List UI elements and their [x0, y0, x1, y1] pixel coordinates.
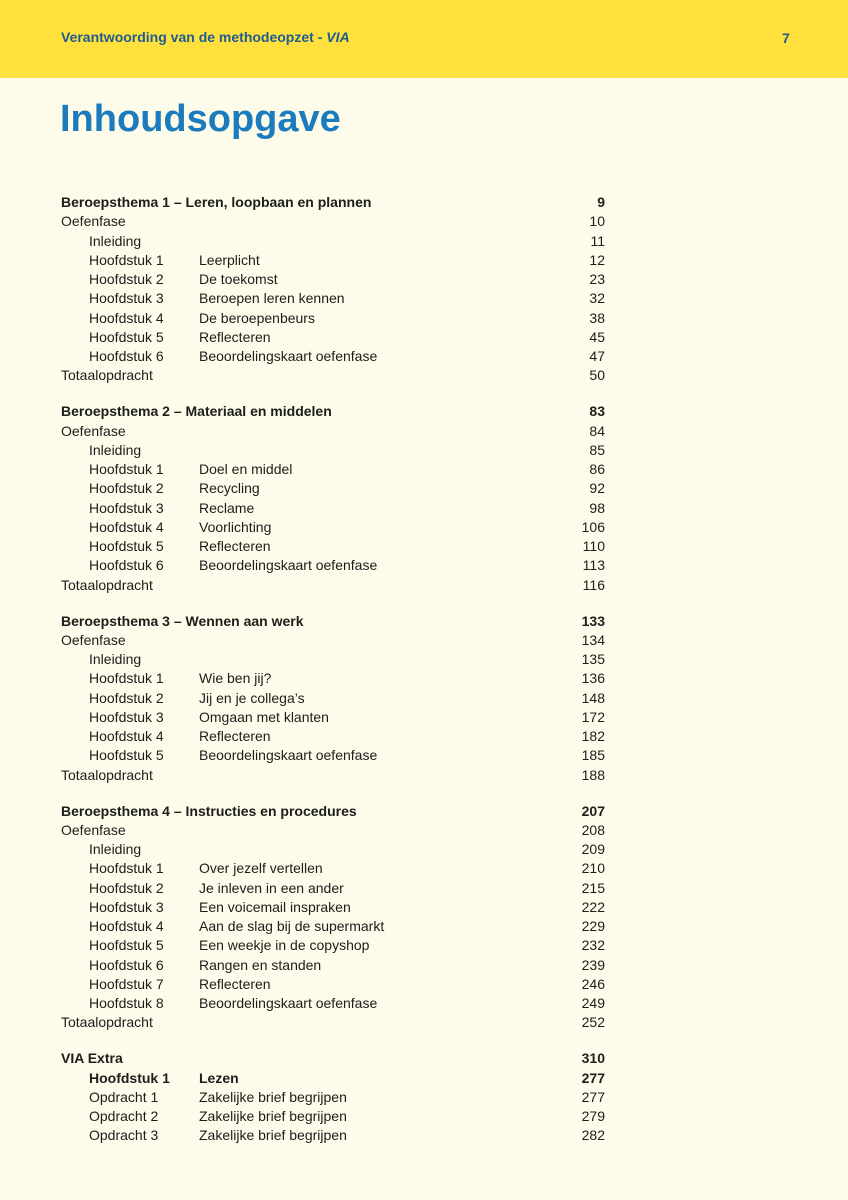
entry-label: Opdracht 2	[89, 1108, 159, 1124]
entry-page-number: 232	[581, 937, 605, 954]
toc-entry	[0, 518, 848, 537]
entry-title: Beoordelingskaart oefenfase	[199, 747, 378, 764]
entry-page-number: 113	[582, 557, 605, 574]
entry-title: Recycling	[199, 480, 260, 497]
entry-label: Hoofdstuk 6	[89, 557, 164, 574]
entry-title: Voorlichting	[199, 518, 272, 535]
toc-entry	[0, 270, 848, 289]
entry-title: Zakelijke brief begrijpen	[199, 1127, 347, 1144]
entry-title: Reclame	[199, 499, 255, 516]
entry-title: Je inleven in een ander	[199, 879, 344, 896]
entry-title: De beroepenbeurs	[199, 309, 315, 326]
toc-entry	[0, 727, 848, 746]
entry-page-number: 23	[589, 271, 605, 287]
entry-page-number: 185	[581, 747, 605, 764]
entry-page-number: 12	[589, 251, 605, 268]
entry-label: Oefenfase	[61, 821, 126, 838]
entry-page-number: 208	[581, 821, 605, 838]
toc-entry	[0, 309, 848, 328]
entry-label: Hoofdstuk 1	[89, 1069, 170, 1086]
entry-page-number: 98	[589, 499, 605, 516]
entry-page-number: 32	[589, 290, 605, 307]
toc-entry	[0, 975, 848, 994]
entry-page-number: 45	[589, 328, 605, 345]
toc-entry	[0, 917, 848, 936]
entry-title: Rangen en standen	[199, 956, 322, 973]
toc-entry	[0, 1088, 848, 1107]
entry-label: Inleiding	[89, 232, 142, 249]
section-page-number: 133	[581, 612, 605, 629]
entry-title: Beoordelingskaart oefenfase	[199, 557, 378, 574]
toc-entry	[0, 879, 848, 898]
toc-entry	[0, 251, 848, 270]
entry-page-number: 279	[581, 1108, 605, 1124]
toc-entry	[0, 479, 848, 498]
entry-label: Hoofdstuk 5	[89, 538, 164, 554]
entry-label: Hoofdstuk 2	[89, 879, 164, 896]
section-page-number: 207	[581, 802, 605, 819]
toc-entry	[0, 766, 848, 785]
section-title: Beroepsthema 3 – Wennen aan werk	[61, 612, 304, 629]
entry-page-number: 229	[581, 918, 605, 934]
entry-title: Zakelijke brief begrijpen	[199, 1108, 347, 1124]
entry-label: Hoofdstuk 4	[89, 518, 164, 535]
toc-entry	[0, 328, 848, 347]
entry-label: Hoofdstuk 5	[89, 937, 164, 954]
toc-entry	[0, 460, 848, 479]
entry-page-number: 92	[589, 480, 605, 497]
entry-label: Hoofdstuk 1	[89, 251, 164, 268]
toc-entry	[0, 232, 848, 251]
entry-page-number: 188	[581, 766, 605, 783]
toc-entry	[0, 708, 848, 727]
entry-title: Jij en je collega’s	[199, 689, 305, 706]
entry-page-number: 249	[581, 995, 605, 1011]
entry-label: Hoofdstuk 6	[89, 956, 164, 973]
toc-section-heading	[0, 1049, 848, 1068]
entry-page-number: 182	[581, 728, 605, 744]
entry-label: Hoofdstuk 7	[89, 975, 164, 992]
entry-label: Opdracht 1	[89, 1088, 159, 1105]
toc-entry	[0, 631, 848, 650]
toc-section-heading	[0, 193, 848, 212]
entry-page-number: 277	[581, 1069, 605, 1086]
entry-label: Oefenfase	[61, 631, 126, 648]
entry-title: Reflecteren	[199, 328, 271, 345]
toc-entry	[0, 994, 848, 1013]
entry-label: Hoofdstuk 3	[89, 290, 164, 307]
toc-entry	[0, 1126, 848, 1145]
entry-title: Reflecteren	[199, 975, 271, 992]
entry-page-number: 215	[581, 879, 605, 896]
entry-page-number: 209	[581, 841, 605, 857]
toc-entry	[0, 347, 848, 366]
entry-page-number: 239	[581, 956, 605, 973]
section-page-number: 83	[589, 403, 605, 420]
toc-section-heading	[0, 612, 848, 631]
entry-title: Zakelijke brief begrijpen	[199, 1088, 347, 1105]
toc-section-heading	[0, 402, 848, 421]
entry-title: Doel en middel	[199, 461, 293, 477]
entry-label: Hoofdstuk 4	[89, 728, 164, 744]
section-title: Beroepsthema 2 – Materiaal en middelen	[61, 403, 332, 420]
toc-entry	[0, 1013, 848, 1032]
section-page-number: 310	[581, 1050, 605, 1067]
entry-page-number: 50	[589, 367, 605, 384]
entry-page-number: 172	[581, 708, 605, 725]
entry-page-number: 86	[589, 461, 605, 477]
toc-entry	[0, 956, 848, 975]
entry-label: Hoofdstuk 4	[89, 918, 164, 934]
toc-entry	[0, 840, 848, 859]
entry-label: Hoofdstuk 3	[89, 708, 164, 725]
toc-entry	[0, 650, 848, 669]
entry-title: Leerplicht	[199, 251, 260, 268]
toc-entry	[0, 499, 848, 518]
entry-label: Oefenfase	[61, 213, 126, 230]
entry-title: Beoordelingskaart oefenfase	[199, 348, 378, 364]
toc-entry	[0, 1107, 848, 1126]
toc-entry	[0, 366, 848, 385]
section-title: Beroepsthema 1 – Leren, loopbaan en plannen	[61, 194, 372, 210]
entry-label: Inleiding	[89, 441, 142, 458]
entry-title: Aan de slag bij de supermarkt	[199, 918, 385, 934]
entry-label: Hoofdstuk 2	[89, 689, 164, 706]
entry-title: De toekomst	[199, 271, 278, 287]
toc-entry	[0, 441, 848, 460]
toc-entry	[0, 746, 848, 765]
entry-label: Hoofdstuk 2	[89, 271, 164, 287]
entry-label: Hoofdstuk 5	[89, 328, 164, 345]
running-title-text: Verantwoording van de methodeopzet -	[61, 29, 323, 45]
entry-page-number: 106	[581, 518, 605, 535]
toc-entry	[0, 689, 848, 708]
page-title: Inhoudsopgave	[60, 98, 341, 140]
entry-title: Reflecteren	[199, 538, 271, 554]
entry-label: Hoofdstuk 3	[89, 898, 164, 915]
entry-title: Over jezelf vertellen	[199, 860, 323, 877]
toc-entry	[0, 212, 848, 231]
entry-label: Oefenfase	[61, 422, 126, 439]
entry-page-number: 110	[582, 538, 605, 554]
toc-entry	[0, 821, 848, 840]
entry-title: Wie ben jij?	[199, 670, 272, 687]
toc-entry	[0, 422, 848, 441]
toc-entry	[0, 936, 848, 955]
entry-page-number: 252	[581, 1014, 605, 1031]
entry-label: Hoofdstuk 6	[89, 348, 164, 364]
toc-entry	[0, 669, 848, 688]
entry-label: Hoofdstuk 5	[89, 747, 164, 764]
entry-label: Hoofdstuk 1	[89, 670, 164, 687]
entry-label: Inleiding	[89, 651, 142, 667]
entry-label: Totaalopdracht	[61, 367, 153, 384]
entry-label: Hoofdstuk 3	[89, 499, 164, 516]
entry-label: Inleiding	[89, 841, 142, 857]
entry-label: Totaalopdracht	[61, 766, 153, 783]
entry-title: Een voicemail inspraken	[199, 898, 351, 915]
entry-page-number: 84	[589, 422, 605, 439]
toc-entry	[0, 898, 848, 917]
entry-label: Hoofdstuk 8	[89, 995, 164, 1011]
toc-entry	[0, 289, 848, 308]
toc-entry	[0, 556, 848, 575]
toc-entry	[0, 537, 848, 556]
entry-page-number: 116	[582, 576, 605, 593]
running-title-accent: VIA	[326, 29, 350, 45]
entry-title: Beroepen leren kennen	[199, 290, 345, 307]
entry-label: Opdracht 3	[89, 1127, 159, 1144]
entry-page-number: 85	[589, 441, 605, 458]
entry-title: Omgaan met klanten	[199, 708, 329, 725]
entry-page-number: 222	[581, 898, 605, 915]
entry-label: Totaalopdracht	[61, 1014, 153, 1031]
entry-page-number: 246	[581, 975, 605, 992]
entry-page-number: 134	[581, 631, 605, 648]
section-title: Beroepsthema 4 – Instructies en procedures	[61, 802, 357, 819]
entry-page-number: 136	[581, 670, 605, 687]
entry-title: Beoordelingskaart oefenfase	[199, 995, 378, 1011]
section-title: VIA Extra	[61, 1050, 123, 1067]
entry-page-number: 135	[581, 651, 605, 667]
entry-title: Reflecteren	[199, 728, 271, 744]
entry-label: Hoofdstuk 1	[89, 860, 164, 877]
toc-section-heading	[0, 802, 848, 821]
entry-title: Een weekje in de copyshop	[199, 937, 370, 954]
entry-label: Hoofdstuk 2	[89, 480, 164, 497]
header-page-number: 7	[782, 30, 790, 46]
section-page-number: 9	[597, 194, 605, 210]
entry-page-number: 47	[589, 348, 605, 364]
entry-page-number: 282	[581, 1127, 605, 1144]
entry-page-number: 38	[589, 309, 605, 326]
entry-label: Totaalopdracht	[61, 576, 153, 593]
entry-label: Hoofdstuk 1	[89, 461, 164, 477]
entry-page-number: 148	[581, 689, 605, 706]
entry-label: Hoofdstuk 4	[89, 309, 164, 326]
entry-page-number: 210	[581, 860, 605, 877]
toc-entry	[0, 859, 848, 878]
entry-page-number: 10	[589, 213, 605, 230]
entry-page-number: 277	[581, 1088, 605, 1105]
toc-entry	[0, 1069, 848, 1088]
toc-entry	[0, 576, 848, 595]
entry-title: Lezen	[199, 1069, 239, 1086]
entry-page-number: 11	[590, 232, 605, 249]
